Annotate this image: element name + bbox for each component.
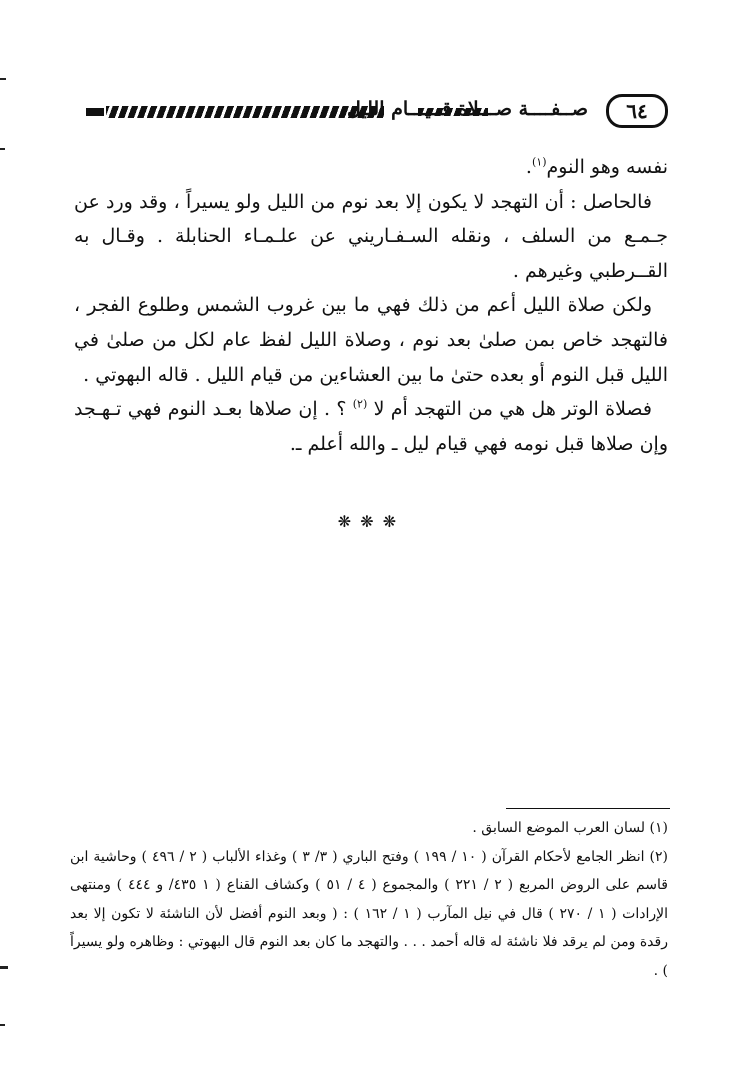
- scan-edge-mark: [0, 78, 6, 80]
- footnote-ref-2: (٢): [352, 397, 368, 411]
- section-separator: ❋ ❋ ❋: [337, 512, 399, 531]
- scan-edge-mark: [0, 148, 5, 150]
- page-number: ٦٤: [606, 94, 668, 128]
- paragraph: [74, 392, 668, 461]
- footnotes: [70, 814, 668, 986]
- footnote-ref-1: (١): [531, 155, 547, 169]
- header-title: صــفــــة صـــلاة قــيـــام الليل: [347, 98, 588, 120]
- paragraph: ولكن صلاة الليل أعم من ذلك فهي ما بين غروب الشمس وطلوع الفجر ، فالتهجد خاص بمن صلىٰ بعد نوم ، وصلاة الليل لفظ عام لكل من صلىٰ في الليل قبل النوم أو بعده حتىٰ ما بين العشاءين من قيام الليل . قاله البهوتي .: [74, 294, 668, 386]
- header-end-marker: [84, 105, 106, 119]
- footnote-1: (١) لسان العرب الموضع السابق .: [472, 820, 668, 836]
- text-fragment: نفسه وهو النوم: [546, 156, 668, 178]
- text-line: [74, 150, 668, 185]
- footnote-2: (٢) انظر الجامع لأحكام القرآن ( ١٠ / ١٩٩ ) وفتح الباري ( ٣/ ٣ ) وغذاء الألباب ( ٢ / ٤٩٦ ) وحاشية ابن قاسم على الروض المربع ( ٢ / ٢٢١ ) والمجموع ( ٤ / ٥١ ) وكشاف القناع ( ١ ٤٣٥/ و ٤٤٤ ) ومنتهى الإرادات ( ١ / ٢٧٠ ) قال في نيل المآرب ( ١ / ١٦٢ ) : ( وبعد النوم أفضل لأن الناشئة لا تكون إلا بعد رقدة ومن لم يرقد فلا ناشئة له قاله أحمد . . . والتهجد ما كان بعد النوم قال البهوتي : وظاهره ولو يسيراً ) .: [70, 848, 669, 979]
- scan-edge-mark: [0, 966, 8, 969]
- scan-edge-mark: [0, 1024, 5, 1026]
- main-text: [74, 150, 668, 461]
- running-header: [84, 92, 672, 132]
- text-fragment: .: [525, 156, 532, 178]
- text-fragment: فصلاة الوتر هل هي من التهجد أم لا: [373, 398, 652, 421]
- paragraph: فالحاصل : أن التهجد لا يكون إلا بعد نوم من الليل ولو يسيراً ، وقد ورد عن جـمـع من السلف ، ونقله السـفـاريني عن علـمـاء الحنابلة . وقـال به القــرطبي وغيرهم .: [74, 190, 668, 282]
- text-fragment: ؟ . إن صلاها بعـد النوم فهي تـهـجد وإن صلاها قبل نومه فهي قيام ليل ـ والله أعلم ـ.: [74, 398, 668, 455]
- footnote-divider: [506, 808, 670, 809]
